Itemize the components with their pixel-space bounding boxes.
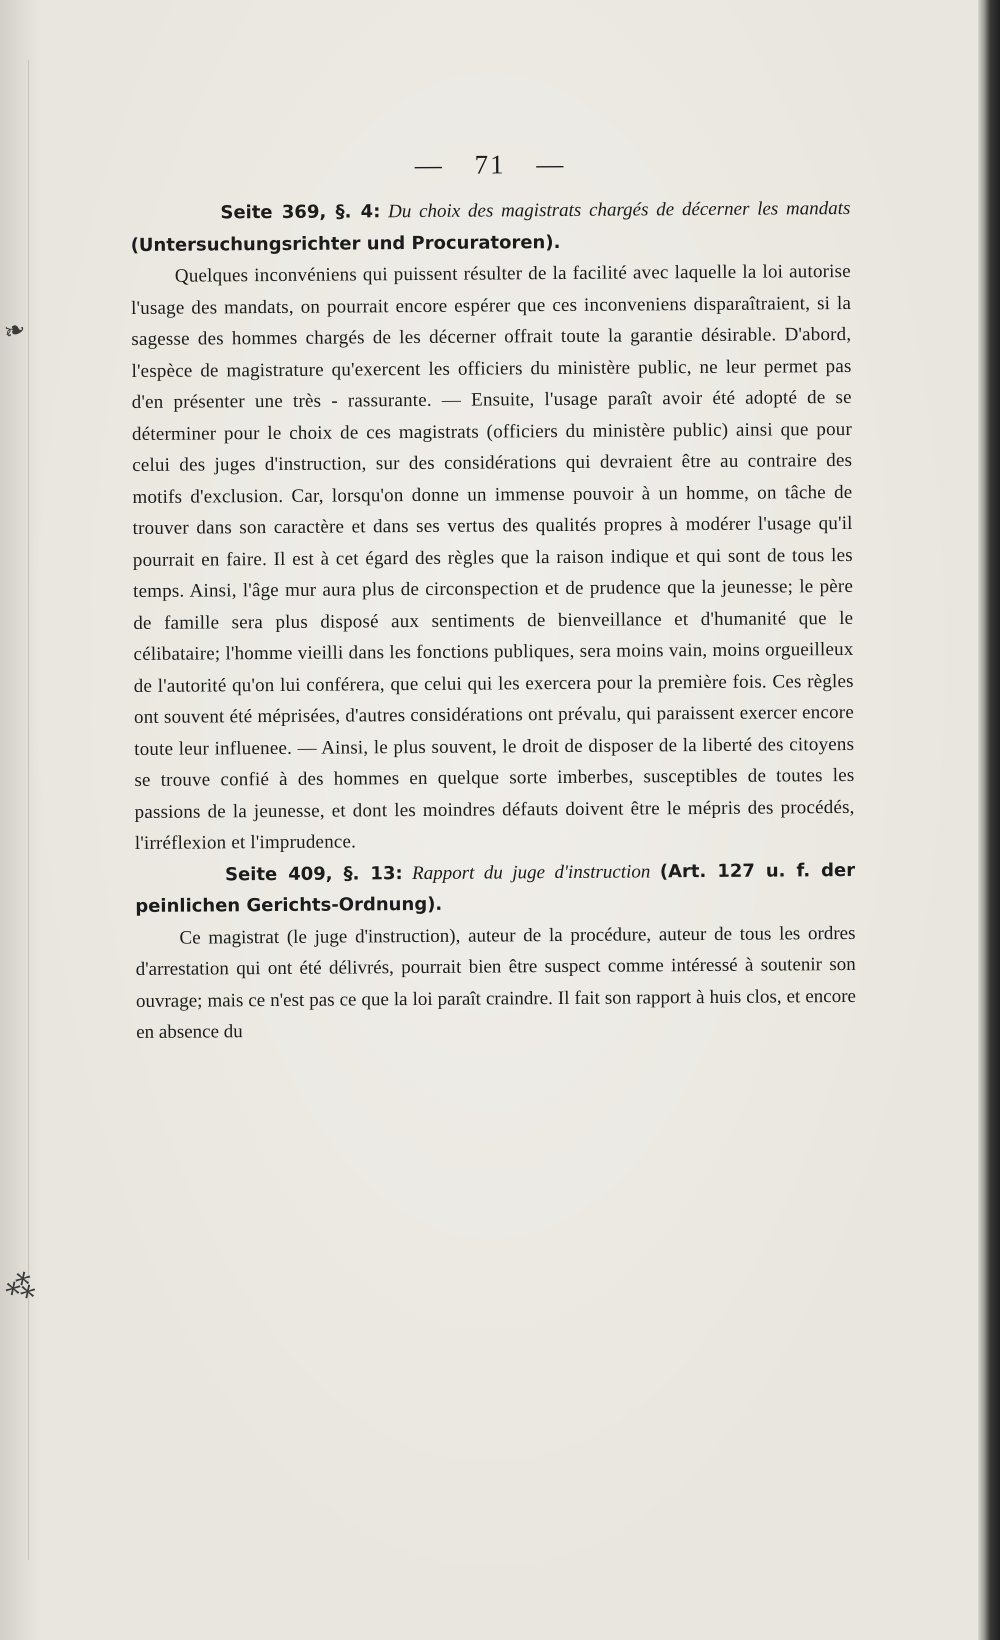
body-paragraph: Quelques inconvéniens qui puissent résulter de la facilité avec laquelle la loi autorise l'usage des mandats, on pourrait encore espérer que ces inconveniens disparaîtraient, si la sagesse des hommes chargés de les décerner offrait toute la garantie désirable. D'abord, l'espèce de magistrature qu'exercent les officiers du ministère public, ne leur permet pas d'en présenter une très - rassurante. — Ensuite, l'usage paraît avoir été adopté de se déterminer pour le choix de ces magistrats (officiers du ministère public) ainsi que pour celui des juges d'instruction, sur des considérations qui devraient être au contraire des motifs d'exclusion. Car, lorsqu'on donne un immense pouvoir à un homme, on tâche de trouver dans son caractère et dans ses vertus des qualités propres à modérer l'usage qu'il pourrait en faire. Il est à cet égard des règles que la raison indique et qui sont de tous les temps. Ainsi, l'âge mur aura plus de circonspection et de prudence que la jeunesse; le père de famille sera plus disposé aux sentiments de bienveillance et d'humanité que le célibataire; l'homme vieilli dans les fonctions publiques, sera moins vain, moins orgueilleux de l'autorité qu'on lui conférera, que celui qui les exercera pour la première fois. Ces règles ont souvent été méprisées, d'autres considérations ont prévalu, qui paraissent exercer encore toute leur influenee. — Ainsi, le plus souvent, le droit de disposer de la liberté des citoyens se trouve confié à des hommes en quelque sorte imberbes, susceptibles de toutes les passions de la jeunesse, et dont les moindres défauts doivent être le mépris des procédés, l'irréflexion et l'imprudence. [131,260,855,854]
margin-ink-mark: ⁂ [2,1266,40,1307]
reference-title: Rapport du juge d'instruction [412,860,651,884]
reference-locator: Seite 409, §. 13: [224,862,403,885]
body-paragraph: Ce magistrat (le juge d'instruction), auteur de la procédure, auteur de tous les ordres d'arrestation qui ont été délivrés, pourrait bien être suspect comme intéressé à soutenir son ouvrage; mais ce n'est pas ce que la loi paraît craindre. Il fait son rapport à huis clos, et encore en absence du [135,922,856,1043]
page-header [130,145,850,184]
reference-german-terms: (Untersuchungsrichter und Procuratoren). [130,231,561,256]
page-number: 71 [474,149,506,180]
header-dash-left: — [414,149,444,181]
reference-title: Du choix des magistrats chargés de décerner les mandats [388,197,851,223]
margin-ink-mark: ❧ [0,313,30,349]
page-text [130,145,856,1049]
section-reference [130,193,850,261]
header-dash-right: — [536,148,566,180]
reference-german-terms: (Art. 127 u. f. der peinlichen Gerichts-Ordnung). [135,859,856,917]
section-reference [135,854,855,922]
binding-shadow [28,60,29,1560]
page-edge-shadow [978,0,1000,1640]
reference-locator: Seite 369, §. 4: [220,201,381,224]
